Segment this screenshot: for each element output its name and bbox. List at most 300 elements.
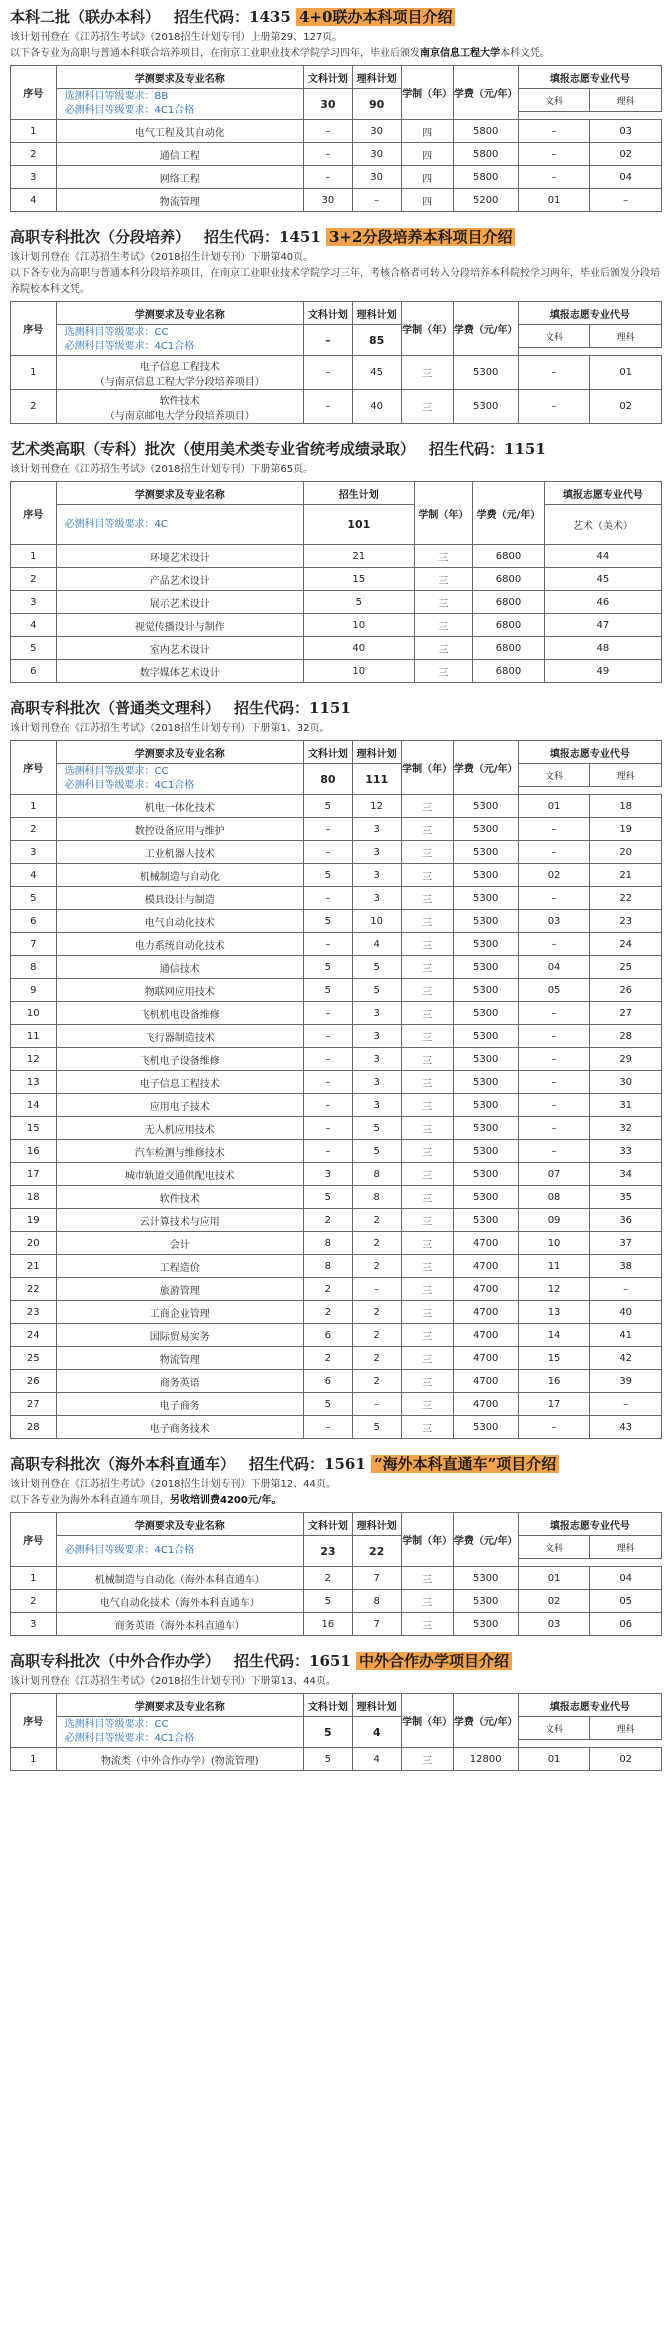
- cell-years: 三: [401, 887, 453, 910]
- cell-seq: 4: [11, 864, 57, 887]
- cell-wen-plan: –: [303, 166, 352, 189]
- cell-fee: 5300: [453, 390, 518, 424]
- cell-fee: 4700: [453, 1324, 518, 1347]
- project-intro-link[interactable]: 中外合作办学项目介绍: [356, 1652, 512, 1670]
- cell-years: 三: [414, 614, 473, 637]
- cell-seq: 2: [11, 568, 57, 591]
- cell-li-plan: 40: [352, 390, 401, 424]
- cell-seq: 5: [11, 887, 57, 910]
- cell-li-code: –: [590, 1393, 662, 1416]
- col-li-plan: 理科计划: [352, 302, 401, 325]
- table-row: [11, 1071, 662, 1094]
- cell-wen-plan: 30: [303, 189, 352, 212]
- cell-major-name: 电气工程及其自动化: [56, 120, 303, 143]
- batch-title: 艺术类高职（专科）批次（使用美术类专业省统考成绩录取）: [10, 440, 416, 458]
- cell-seq: 22: [11, 1278, 57, 1301]
- table-row: [11, 841, 662, 864]
- cell-seq: 8: [11, 956, 57, 979]
- cell-li-plan: 2: [352, 1232, 401, 1255]
- col-li-code: 理科: [590, 89, 662, 112]
- section: [10, 697, 662, 1439]
- cell-major-name: 数字媒体艺术设计: [56, 660, 303, 683]
- cell-years: 三: [401, 1002, 453, 1025]
- requirement-line: 必测科目等级要求：4C: [64, 518, 168, 530]
- cell-years: 三: [401, 1140, 453, 1163]
- total-plan: 101: [303, 505, 414, 545]
- cell-major-name: 电气自动化技术: [56, 910, 303, 933]
- cell-seq: 1: [11, 120, 57, 143]
- cell-art-code: 45: [544, 568, 661, 591]
- cell-wen-code: –: [518, 1002, 590, 1025]
- requirements: [56, 505, 303, 545]
- note-text: 本科文凭。: [500, 48, 550, 59]
- cell-fee: 5300: [453, 1140, 518, 1163]
- requirement-line: 选测科目等级要求：CC: [64, 327, 169, 338]
- section: [10, 1453, 662, 1636]
- req-row: [11, 764, 662, 787]
- requirement-line: 必测科目等级要求：4C1合格: [64, 341, 195, 352]
- enroll-code: 招生代码：1651: [234, 1652, 351, 1670]
- cell-fee: 4700: [453, 1347, 518, 1370]
- table-row: [11, 1140, 662, 1163]
- section: [10, 1650, 662, 1771]
- requirements: [56, 764, 303, 795]
- cell-wen-plan: 16: [303, 1613, 352, 1636]
- cell-seq: 14: [11, 1094, 57, 1117]
- cell-fee: 6800: [473, 614, 545, 637]
- cell-seq: 1: [11, 1748, 57, 1771]
- cell-plan: 10: [303, 614, 414, 637]
- cell-years: 三: [401, 390, 453, 424]
- cell-major-name: 机械制造与自动化: [56, 864, 303, 887]
- cell-li-code: 36: [590, 1209, 662, 1232]
- cell-fee: 5800: [453, 120, 518, 143]
- table-row: [11, 1567, 662, 1590]
- col-seq: 序号: [11, 66, 57, 120]
- cell-li-plan: 3: [352, 1071, 401, 1094]
- plan-table: [10, 740, 662, 1439]
- col-li-code: 理科: [590, 325, 662, 348]
- cell-wen-code: –: [518, 1025, 590, 1048]
- cell-seq: 3: [11, 591, 57, 614]
- cell-major-name: 工商企业管理: [56, 1301, 303, 1324]
- col-years: 学制（年）: [401, 66, 453, 120]
- cell-wen-plan: 5: [303, 910, 352, 933]
- req-row: [11, 505, 662, 545]
- cell-major-name: [56, 356, 303, 390]
- requirements: [56, 89, 303, 120]
- cell-wen-code: –: [518, 1416, 590, 1439]
- cell-fee: 5300: [453, 795, 518, 818]
- cell-seq: 18: [11, 1186, 57, 1209]
- cell-fee: 5800: [453, 143, 518, 166]
- requirements: [56, 1536, 303, 1567]
- note-bold: 南京信息工程大学: [420, 48, 500, 59]
- cell-li-plan: 2: [352, 1347, 401, 1370]
- table-row: [11, 1748, 662, 1771]
- cell-li-code: 23: [590, 910, 662, 933]
- cell-wen-code: 03: [518, 910, 590, 933]
- cell-wen-code: 02: [518, 864, 590, 887]
- cell-li-code: 40: [590, 1301, 662, 1324]
- cell-fee: 5300: [453, 1209, 518, 1232]
- col-li-code: 理科: [590, 1717, 662, 1740]
- enroll-code: 招生代码：1435: [174, 8, 291, 26]
- cell-fee: 6800: [473, 568, 545, 591]
- cell-major-name: 电子商务技术: [56, 1416, 303, 1439]
- cell-plan: 21: [303, 545, 414, 568]
- cell-li-code: 20: [590, 841, 662, 864]
- cell-li-plan: 2: [352, 1255, 401, 1278]
- cell-seq: 2: [11, 1590, 57, 1613]
- cell-li-code: 02: [590, 143, 662, 166]
- cell-li-code: 43: [590, 1416, 662, 1439]
- header-row: [11, 482, 662, 505]
- cell-wen-code: 03: [518, 1613, 590, 1636]
- cell-li-plan: 3: [352, 887, 401, 910]
- cell-li-code: 19: [590, 818, 662, 841]
- cell-major-name: 工业机器人技术: [56, 841, 303, 864]
- requirement-line: 必测科目等级要求：4C1合格: [64, 780, 195, 791]
- col-seq: 序号: [11, 741, 57, 795]
- col-req-name: 学测要求及专业名称: [56, 302, 303, 325]
- cell-major-name: 飞行器制造技术: [56, 1025, 303, 1048]
- project-intro-link[interactable]: 4+0联办本科项目介绍: [296, 8, 455, 26]
- cell-seq: 12: [11, 1048, 57, 1071]
- table-row: [11, 910, 662, 933]
- cell-li-code: 32: [590, 1117, 662, 1140]
- cell-li-plan: 7: [352, 1567, 401, 1590]
- cell-years: 三: [414, 637, 473, 660]
- cell-wen-plan: –: [303, 120, 352, 143]
- table-row: [11, 956, 662, 979]
- cell-wen-plan: 5: [303, 1393, 352, 1416]
- col-seq: 序号: [11, 482, 57, 545]
- table-row: [11, 637, 662, 660]
- cell-years: 四: [401, 120, 453, 143]
- cell-seq: 3: [11, 841, 57, 864]
- cell-major-name: 电子商务: [56, 1393, 303, 1416]
- total-li: 4: [352, 1717, 401, 1748]
- table-row: [11, 1094, 662, 1117]
- cell-li-code: –: [590, 1278, 662, 1301]
- cell-wen-plan: 5: [303, 864, 352, 887]
- col-years: 学制（年）: [401, 1694, 453, 1748]
- cell-li-code: 28: [590, 1025, 662, 1048]
- cell-li-code: 29: [590, 1048, 662, 1071]
- cell-li-plan: 5: [352, 1117, 401, 1140]
- cell-li-code: 38: [590, 1255, 662, 1278]
- table-row: [11, 189, 662, 212]
- cell-fee: 4700: [453, 1393, 518, 1416]
- cell-wen-plan: –: [303, 1416, 352, 1439]
- cell-wen-plan: –: [303, 1140, 352, 1163]
- cell-seq: 10: [11, 1002, 57, 1025]
- table-row: [11, 1347, 662, 1370]
- cell-wen-code: 01: [518, 1748, 590, 1771]
- cell-wen-plan: –: [303, 1002, 352, 1025]
- cell-wen-plan: 5: [303, 1186, 352, 1209]
- col-li-code: 理科: [590, 1536, 662, 1559]
- cell-wen-code: 04: [518, 956, 590, 979]
- table-row: [11, 864, 662, 887]
- cell-wen-code: 16: [518, 1370, 590, 1393]
- req-row: [11, 1536, 662, 1559]
- cell-li-plan: 3: [352, 1002, 401, 1025]
- col-apply-code: 填报志愿专业代号: [518, 1513, 661, 1536]
- section-note: [10, 46, 662, 62]
- batch-title: 高职专科批次（分段培养）: [10, 228, 191, 246]
- table-row: [11, 1393, 662, 1416]
- cell-fee: 5300: [453, 1025, 518, 1048]
- cell-major-name: 电子信息工程技术: [56, 1071, 303, 1094]
- plan-table: [10, 65, 662, 212]
- cell-wen-code: –: [518, 1140, 590, 1163]
- enroll-code: 招生代码：1451: [204, 228, 321, 246]
- col-li-code: 理科: [590, 764, 662, 787]
- cell-seq: 17: [11, 1163, 57, 1186]
- cell-wen-plan: 2: [303, 1278, 352, 1301]
- cell-wen-code: 12: [518, 1278, 590, 1301]
- cell-years: 三: [401, 1370, 453, 1393]
- col-req-name: 学测要求及专业名称: [56, 1694, 303, 1717]
- table-row: [11, 1324, 662, 1347]
- cell-li-plan: 5: [352, 956, 401, 979]
- cell-major-name: 云计算技术与应用: [56, 1209, 303, 1232]
- cell-art-code: 44: [544, 545, 661, 568]
- col-fee: 学费（元/年）: [453, 302, 518, 356]
- cell-wen-code: 01: [518, 1567, 590, 1590]
- col-years: 学制（年）: [401, 741, 453, 795]
- cell-seq: 24: [11, 1324, 57, 1347]
- table-row: [11, 1163, 662, 1186]
- table-row: [11, 1209, 662, 1232]
- cell-li-code: 37: [590, 1232, 662, 1255]
- cell-wen-plan: 8: [303, 1232, 352, 1255]
- cell-wen-plan: –: [303, 818, 352, 841]
- cell-li-plan: 30: [352, 120, 401, 143]
- section-note: 该计划刊登在《江苏招生考试》（2018招生计划专刊）下册第40页。: [10, 252, 314, 263]
- cell-wen-code: –: [518, 841, 590, 864]
- col-req-name: 学测要求及专业名称: [56, 741, 303, 764]
- req-row: [11, 1717, 662, 1740]
- cell-major-name: 软件技术: [56, 1186, 303, 1209]
- cell-major-name: 商务英语（海外本科直通车）: [56, 1613, 303, 1636]
- cell-years: 三: [401, 1232, 453, 1255]
- cell-major-name: 环境艺术设计: [56, 545, 303, 568]
- cell-fee: 6800: [473, 545, 545, 568]
- table-row: [11, 887, 662, 910]
- table-row: [11, 1048, 662, 1071]
- cell-wen-plan: 2: [303, 1567, 352, 1590]
- section-note: 该计划刊登在《江苏招生考试》（2018招生计划专刊）下册第12、44页。: [10, 1479, 336, 1490]
- cell-major-name: 飞机电子设备维修: [56, 1048, 303, 1071]
- cell-li-code: 18: [590, 795, 662, 818]
- cell-seq: 1: [11, 1567, 57, 1590]
- section-title: [10, 1650, 662, 1672]
- cell-seq: 2: [11, 143, 57, 166]
- cell-li-plan: 2: [352, 1324, 401, 1347]
- cell-years: 三: [401, 979, 453, 1002]
- cell-fee: 5300: [453, 1117, 518, 1140]
- total-li: 90: [352, 89, 401, 120]
- total-wen: 5: [303, 1717, 352, 1748]
- col-req-name: 学测要求及专业名称: [56, 482, 303, 505]
- cell-years: 三: [401, 841, 453, 864]
- cell-wen-plan: 2: [303, 1347, 352, 1370]
- cell-wen-code: 08: [518, 1186, 590, 1209]
- cell-years: 四: [401, 166, 453, 189]
- plan-table: [10, 481, 662, 683]
- header-row: [11, 302, 662, 325]
- cell-li-code: 24: [590, 933, 662, 956]
- cell-art-code: 46: [544, 591, 661, 614]
- cell-major-name: 商务英语: [56, 1370, 303, 1393]
- cell-li-code: 34: [590, 1163, 662, 1186]
- cell-li-code: 27: [590, 1002, 662, 1025]
- note-bold: 另收培训费4200元/年。: [170, 1495, 282, 1506]
- cell-wen-plan: 5: [303, 979, 352, 1002]
- col-wen-code: 文科: [518, 1717, 590, 1740]
- section-title: [10, 438, 662, 460]
- cell-seq: 16: [11, 1140, 57, 1163]
- project-intro-link[interactable]: 3+2分段培养本科项目介绍: [326, 228, 515, 246]
- cell-wen-plan: –: [303, 143, 352, 166]
- cell-years: 三: [414, 591, 473, 614]
- cell-years: 三: [401, 1048, 453, 1071]
- section-note: 该计划刊登在《江苏招生考试》（2018招生计划专刊）下册第1、32页。: [10, 723, 330, 734]
- cell-seq: 11: [11, 1025, 57, 1048]
- project-intro-link[interactable]: “海外本科直通车”项目介绍: [371, 1455, 559, 1473]
- section-note: 该计划刊登在《江苏招生考试》（2018招生计划专刊）下册第65页。: [10, 464, 314, 475]
- requirements: [56, 1717, 303, 1748]
- batch-title: 本科二批（联办本科）: [10, 8, 161, 26]
- cell-li-plan: 8: [352, 1590, 401, 1613]
- cell-li-code: 22: [590, 887, 662, 910]
- cell-major-name: 电气自动化技术（海外本科直通车）: [56, 1590, 303, 1613]
- cell-wen-plan: –: [303, 390, 352, 424]
- cell-seq: 19: [11, 1209, 57, 1232]
- cell-li-code: 35: [590, 1186, 662, 1209]
- cell-wen-code: –: [518, 887, 590, 910]
- cell-wen-code: –: [518, 120, 590, 143]
- cell-years: 三: [401, 1186, 453, 1209]
- col-wen-code: 文科: [518, 325, 590, 348]
- col-seq: 序号: [11, 1513, 57, 1567]
- table-row: [11, 1416, 662, 1439]
- cell-plan: 10: [303, 660, 414, 683]
- cell-fee: 5200: [453, 189, 518, 212]
- cell-seq: 15: [11, 1117, 57, 1140]
- col-apply-code: 填报志愿专业代号: [518, 66, 661, 89]
- cell-li-code: 02: [590, 390, 662, 424]
- cell-li-plan: 45: [352, 356, 401, 390]
- cell-major-name: 通信工程: [56, 143, 303, 166]
- cell-major-name: 视觉传播设计与制作: [56, 614, 303, 637]
- header-row: [11, 66, 662, 89]
- table-row: [11, 1186, 662, 1209]
- major-partner: （与南京信息工程大学分段培养项目）: [94, 376, 265, 388]
- cell-fee: 4700: [453, 1255, 518, 1278]
- cell-wen-code: –: [518, 818, 590, 841]
- cell-years: 三: [414, 568, 473, 591]
- major-name: 软件技术: [159, 395, 200, 407]
- cell-major-name: 物流管理: [56, 189, 303, 212]
- cell-years: 三: [401, 795, 453, 818]
- cell-seq: 2: [11, 818, 57, 841]
- table-row: [11, 1117, 662, 1140]
- col-years: 学制（年）: [401, 1513, 453, 1567]
- cell-li-code: 06: [590, 1613, 662, 1636]
- cell-seq: 6: [11, 910, 57, 933]
- cell-seq: 21: [11, 1255, 57, 1278]
- cell-fee: 5300: [453, 956, 518, 979]
- batch-title: 高职专科批次（海外本科直通车）: [10, 1455, 236, 1473]
- req-row: [11, 325, 662, 348]
- cell-seq: 1: [11, 795, 57, 818]
- cell-fee: 5300: [453, 1186, 518, 1209]
- col-wen-code: 文科: [518, 764, 590, 787]
- cell-art-code: 48: [544, 637, 661, 660]
- col-req-name: 学测要求及专业名称: [56, 66, 303, 89]
- cell-wen-code: 09: [518, 1209, 590, 1232]
- cell-fee: 4700: [453, 1232, 518, 1255]
- cell-seq: 25: [11, 1347, 57, 1370]
- cell-years: 三: [401, 1163, 453, 1186]
- cell-li-code: 33: [590, 1140, 662, 1163]
- col-wen-plan: 文科计划: [303, 741, 352, 764]
- total-wen: 30: [303, 89, 352, 120]
- cell-wen-code: 17: [518, 1393, 590, 1416]
- cell-years: 三: [401, 1324, 453, 1347]
- requirement-line: 必测科目等级要求：4C1合格: [64, 1545, 195, 1556]
- table-row: [11, 660, 662, 683]
- enroll-code: 招生代码：1561: [249, 1455, 366, 1473]
- cell-wen-code: 15: [518, 1347, 590, 1370]
- cell-fee: 5300: [453, 1613, 518, 1636]
- cell-major-name: 通信技术: [56, 956, 303, 979]
- req-row: [11, 89, 662, 112]
- cell-years: 三: [401, 1278, 453, 1301]
- cell-major-name: 物联网应用技术: [56, 979, 303, 1002]
- cell-major-name: 应用电子技术: [56, 1094, 303, 1117]
- cell-fee: 6800: [473, 660, 545, 683]
- cell-li-plan: 2: [352, 1370, 401, 1393]
- col-seq: 序号: [11, 1694, 57, 1748]
- table-row: [11, 1370, 662, 1393]
- cell-years: 三: [401, 956, 453, 979]
- cell-wen-code: 01: [518, 189, 590, 212]
- cell-seq: 5: [11, 637, 57, 660]
- cell-major-name: 机电一体化技术: [56, 795, 303, 818]
- cell-li-code: 31: [590, 1094, 662, 1117]
- cell-li-plan: 3: [352, 841, 401, 864]
- cell-major-name: 电力系统自动化技术: [56, 933, 303, 956]
- cell-wen-code: 10: [518, 1232, 590, 1255]
- cell-li-code: 04: [590, 1567, 662, 1590]
- col-plan: 招生计划: [303, 482, 414, 505]
- cell-wen-plan: –: [303, 1117, 352, 1140]
- table-row: [11, 818, 662, 841]
- table-row: [11, 1301, 662, 1324]
- table-row: [11, 933, 662, 956]
- cell-wen-plan: –: [303, 887, 352, 910]
- cell-major-name: 旅游管理: [56, 1278, 303, 1301]
- cell-fee: 4700: [453, 1370, 518, 1393]
- cell-li-plan: 3: [352, 818, 401, 841]
- cell-wen-code: 02: [518, 1590, 590, 1613]
- cell-major-name: 数控设备应用与维护: [56, 818, 303, 841]
